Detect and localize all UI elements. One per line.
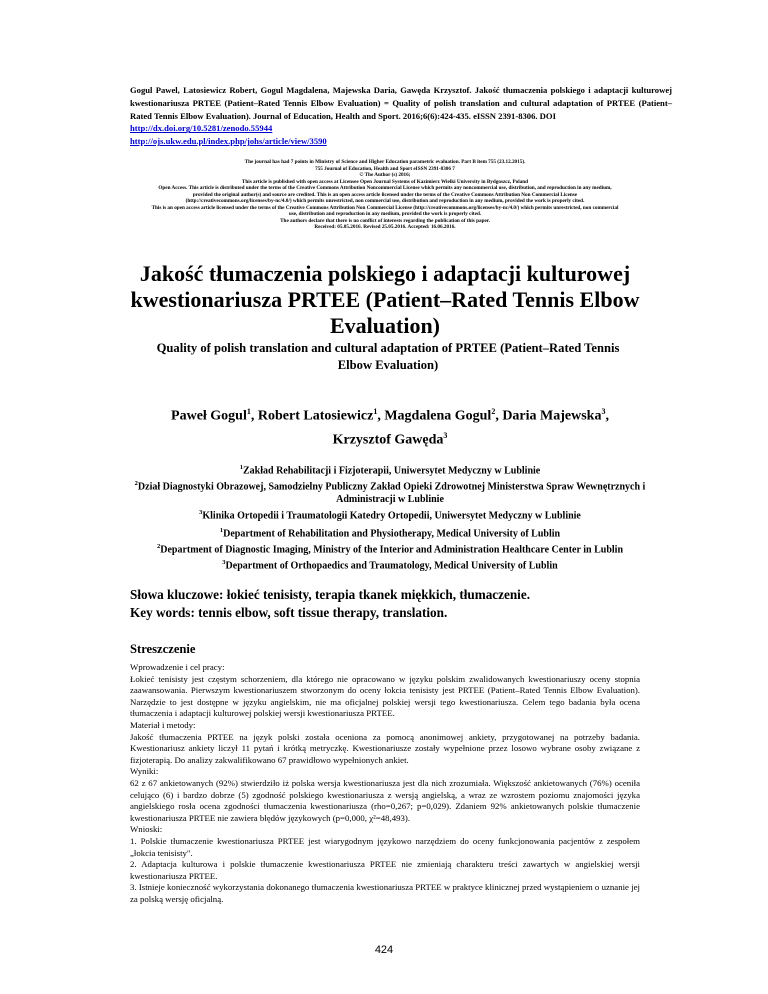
- abstract-heading: Streszczenie: [130, 642, 196, 656]
- affiliation: [110, 462, 670, 478]
- journal-note-line: This article is published with open access at Licensee Open Journal Systems of Kazimierz Wielki University in Bydgoszcz, Poland: [241, 178, 529, 185]
- author-affiliation-marker: 2: [491, 407, 496, 416]
- author-separator: ,: [605, 408, 609, 424]
- journal-note-line: 755 Journal of Education, Health and Sport eISSN 2391-8306 7: [315, 165, 455, 172]
- keywords-polish: Słowa kluczowe: łokieć tenisisty, terapia tkanek miękkich, tłumaczenie.: [130, 587, 530, 602]
- affiliation-marker: 3: [222, 559, 226, 567]
- affiliation-marker: 2: [134, 480, 138, 488]
- ojs-link[interactable]: http://ojs.ukw.edu.pl/index.php/johs/article/view/3590: [130, 136, 327, 147]
- author-name: Robert Latosiewicz: [257, 408, 374, 424]
- citation-text: Gogul Pawel, Latosiewicz Robert, Gogul Magdalena, Majewska Daria, Gawęda Krzysztof. Jakość tłumaczenia polskiego i adaptacji kulturowej kwestionariusza PRTEE (Patient–Rated Tennis Elbow Evaluation) = Quality of polish translation and cultural adaptation of PRTEE (Patient–Rated Tennis Elbow Evaluation). Journal of Education, Health and Sport. 2016;6(6):424-435. eISSN 2391-8306. DOI: [130, 85, 672, 121]
- doi-link[interactable]: http://dx.doi.org/10.5281/zenodo.55944: [130, 123, 273, 134]
- affiliation-text: Department of Orthopaedics and Traumatology, Medical University of Lublin: [225, 560, 558, 572]
- author-name: Magdalena Gogul: [384, 408, 492, 424]
- affiliation-text: Department of Diagnostic Imaging, Ministry of the Interior and Administration Healthcare Center in Lublin: [160, 544, 624, 556]
- abstract-paragraph: 1. Polskie tłumaczenie kwestionariusza PRTEE jest wiarygodnym językowo narzędziem do oceny funkcjonowania pacjentów z zespołem „łokcia tenisisty".: [130, 835, 640, 858]
- affiliation: [110, 507, 670, 523]
- affiliations-polish: [110, 462, 670, 523]
- journal-note-line: This is an open access article licensed under the terms of the Creative Commons Attribution Non Commercial License (http://creativecommons.org/licenses/by-nc/4.0/) which permits unrestricted, non commercial: [151, 204, 619, 211]
- affiliation: [110, 525, 670, 541]
- citation-block: [130, 84, 672, 148]
- page-number: 424: [374, 944, 394, 956]
- paper-title-english: Quality of polish translation and cultural adaptation of PRTEE (Patient–Rated Tennis Elbow Evaluation): [156, 341, 620, 372]
- author-name: Daria Majewska: [502, 408, 602, 424]
- journal-note-line: provided the original author(s) and source are credited. This is an open access article licensed under the terms of the Creative Commons Attribution Non Commercial License: [192, 191, 578, 198]
- affiliation-text: Department of Rehabilitation and Physiotherapy, Medical University of Lublin: [223, 528, 561, 540]
- abstract-paragraph: Materiał i metody:: [130, 719, 196, 730]
- author-affiliation-marker: 3: [443, 430, 448, 440]
- abstract-paragraph: 3. Istnieje konieczność wykorzystania dokonanego tłumaczenia kwestionariusza PRTEE w praktyce klinicznej przed wystąpieniem o uznanie jej za polską wersję oficjalną.: [130, 882, 640, 904]
- affiliation-text: Klinika Ortopedii i Traumatologii Katedry Ortopedii, Uniwersytet Medyczny w Lublinie: [202, 510, 581, 522]
- author-name: Krzysztof Gawęda: [332, 432, 444, 448]
- abstract-paragraph: Wyniki:: [130, 766, 159, 777]
- journal-note-line: use, distribution and reproduction in any medium, provided the work is properly cited.: [288, 211, 482, 217]
- affiliation-marker: 3: [199, 509, 203, 517]
- journal-note: [60, 159, 710, 231]
- abstract-paragraph: Wprowadzenie i cel pracy:: [130, 662, 225, 672]
- abstract-paragraph: 2. Adaptacja kulturowa i polskie tłumaczenie kwestionariusza PRTEE nie zmieniają charakteru treści zawartych w angielskiej wersji kwestionariusza PRTEE.: [130, 859, 640, 881]
- affiliation-marker: 1: [219, 527, 224, 534]
- author-separator: ,: [377, 408, 385, 424]
- affiliation-marker: 1: [239, 464, 244, 471]
- affiliation: [110, 541, 670, 557]
- author-name: Paweł Gogul: [171, 408, 247, 424]
- abstract-body: [130, 662, 640, 905]
- author-separator: ,: [250, 408, 258, 424]
- affiliation: [110, 478, 670, 507]
- journal-note-line: The journal has had 7 points in Ministry of Science and Higher Education parametric evaluation. Part B item 755 (23.12.2015).: [244, 159, 526, 165]
- abstract-paragraph: 62 z 67 ankietowanych (92%) stwierdziło iż polska wersja kwestionariusza jest dla nich zrozumiała. Większość ankietowanych (76%) oceniła celująco (6) i bardzo dobrze (5) zgodność polskiego kwestionariusza z wersją angielską, a wraz ze wzrostem poziomu znajomości języka angielskiego rosła ocena zgodności tłumaczenia kwestionariusza (rho=0,267; p=0,029). Zdaniem 92% ankietowanych polskie tłumaczenie kwestionariusza PRTEE nie zawiera błędów językowych (p=0,000, χ²=48,493).: [130, 777, 640, 823]
- journal-note-line: Open Access. This article is distributed under the terms of the Creative Commons Attribution Noncommercial License which permits any noncommercial use, distribution, and reproduction in any medium,: [158, 185, 612, 191]
- affiliation-text: Zakład Rehabilitacji i Fizjoterapii, Uniwersytet Medyczny w Lublinie: [243, 465, 541, 477]
- keywords-block: [130, 586, 690, 621]
- abstract-paragraph: Łokieć tenisisty jest częstym schorzeniem, dla którego nie opracowano w języku polskim zwalidowanych kwestionariuszy oceny stopnia zaawansowania. Pierwszym kwestionariuszem stworzonym do oceny łokcia tenisisty jest PRTEE (Patient–Rated Tennis Elbow Evaluation). Narzędzie to jest dostępne w języku angielskim, nie ma oficjalnej polskiej wersji tego kwestionariusza. Celem tego badania była ocena tłumaczenia i adaptacji kulturowej polskiej wersji kwestionariusza PRTEE.: [130, 673, 640, 719]
- abstract-paragraph: Wnioski:: [130, 824, 163, 835]
- journal-note-line: (http://creativecommons.org/licenses/by-nc/4.0/) which permits unrestricted, non commercial use, distribution and reproduction in any medium, provided the work is properly cited.: [185, 198, 585, 204]
- journal-note-line: © The Author (s) 2016;: [359, 172, 411, 178]
- journal-note-line: Received: 05.05.2016. Revised 25.05.2016. Accepted: 16.06.2016.: [314, 224, 456, 230]
- author-affiliation-marker: 1: [373, 407, 378, 416]
- journal-note-line: The authors declare that there is no conflict of interests regarding the publication of this paper.: [280, 217, 490, 224]
- abstract-paragraph: Jakość tłumaczenia PRTEE na język polski została oceniona za pomocą anonimowej ankiety, przygotowanej na potrzeby badania. Kwestionariusz ankiety liczył 11 pytań i krótką metryczkę. Kwestionariusze zostały wypełnione przez losowo wybrane osoby związane z fizjoterapią. Do analizy zakwalifikowano 67 prawidłowo wypełnionych ankiet.: [130, 731, 640, 765]
- paper-title-polish: Jakość tłumaczenia polskiego i adaptacji kulturowej kwestionariusza PRTEE (Patient–Rated Tennis Elbow Evaluation): [130, 261, 640, 338]
- affiliation: [110, 557, 670, 573]
- affiliations-english: [110, 525, 670, 573]
- affiliation-marker: 2: [156, 543, 161, 551]
- author-list: [120, 402, 660, 449]
- keywords-english: Key words: tennis elbow, soft tissue therapy, translation.: [130, 604, 448, 620]
- author-affiliation-marker: 3: [601, 407, 606, 416]
- affiliation-text: Dział Diagnostyki Obrazowej, Samodzielny Publiczny Zakład Opieki Zdrowotnej Ministerstwa Spraw Wewnętrznych i Administracji w Lublinie: [137, 481, 646, 506]
- author-affiliation-marker: 1: [246, 407, 251, 416]
- author-separator: ,: [495, 408, 503, 424]
